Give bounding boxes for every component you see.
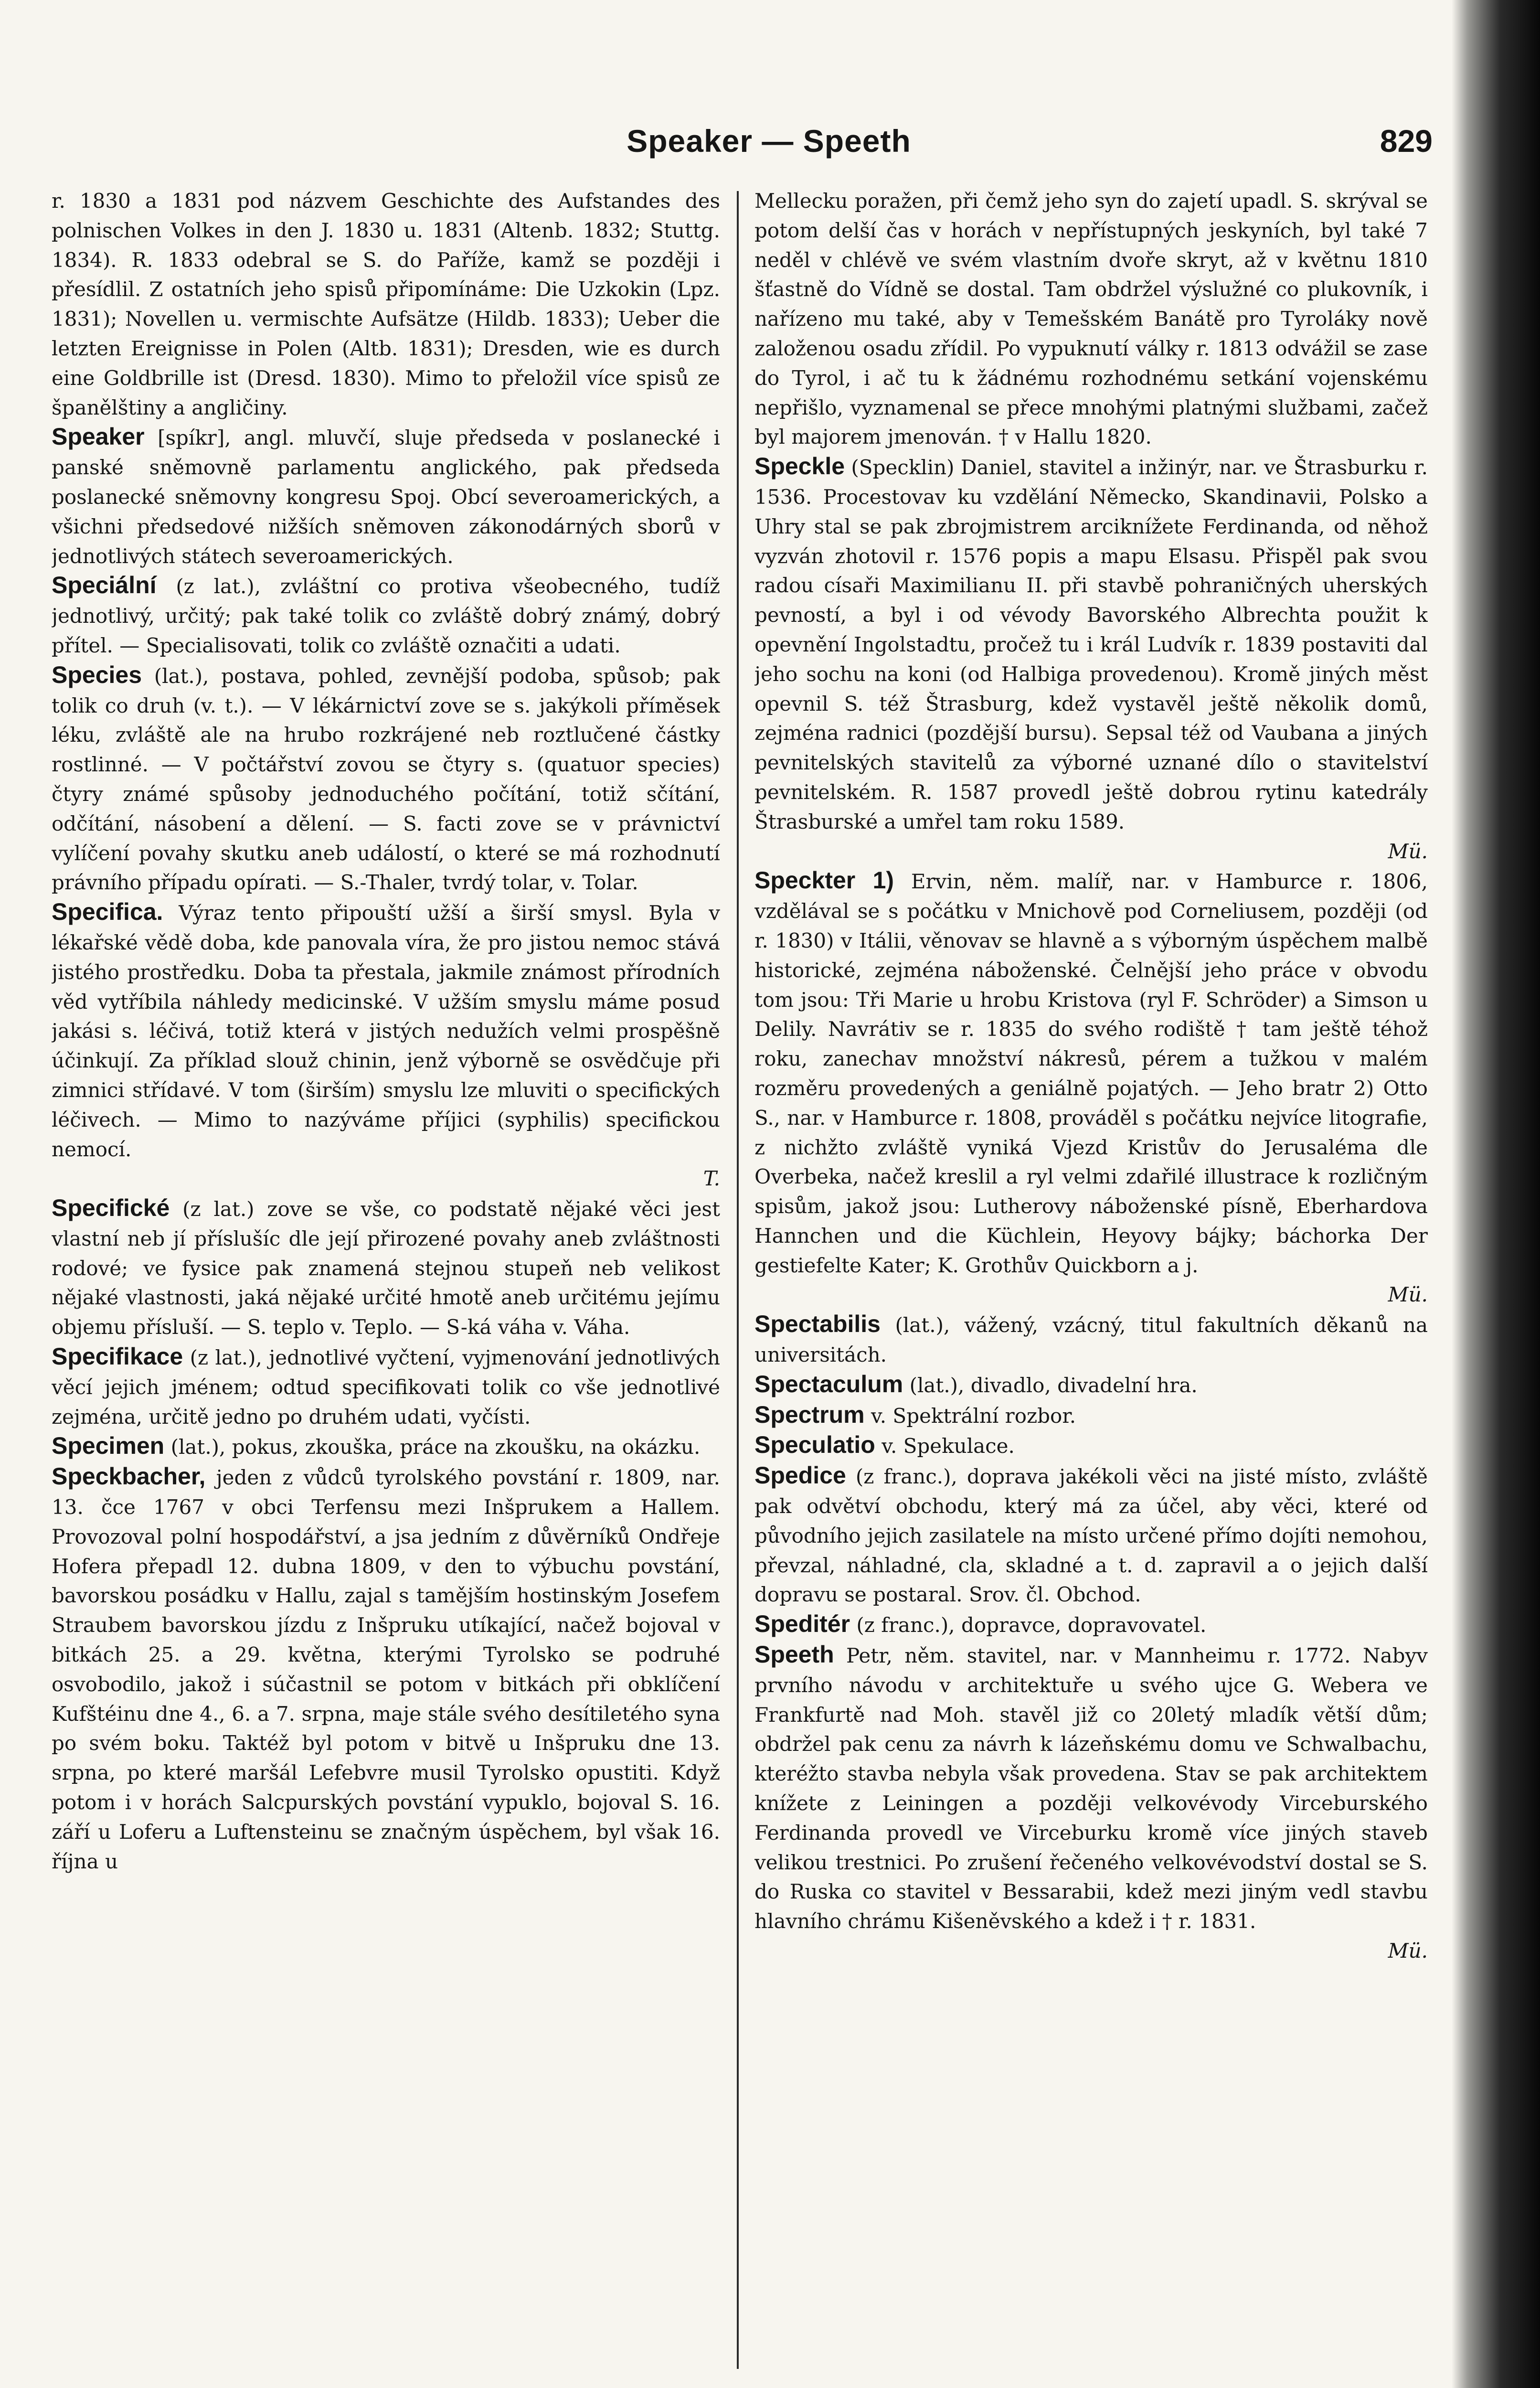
headword: Speckle — [754, 453, 845, 480]
entry-speckbacher: Speckbacher, jeden z vůdců tyrolského povstání r. 1809, nar. 13. čce 1767 v obci Terfensu mezi Inšprukem a Hallem. Provozoval polní hospodářství, a jsa jedním z důvěrníků Ondřeje Hofera přepadl 12. dubna 1809, v den to výbuchu povstání, bavorskou posádku v Hallu, zajal s tamějším hostinským Josefem Straubem bavorskou jízdu z Inšpruku utíkající, načež bojoval v bitkách 25. a 29. května, kterými Tyrolsko se podruhé osvobodilo, jakož i súčastnil se potom v bitkách při obklíčení Kufštéinu dne 4., 6. a 7. srpna, maje stále svého desítiletého syna po svém boku. Taktéž byl potom v bitvě u Inšpruku dne 13. srpna, po které maršál Lefebvre musil Tyrolsko opustiti. Když potom i v horách Salcpurských povstání vypuklo, bojoval S. 16. září u Loferu a Luftensteinu se značným úspěchem, byl však 16. října u — [52, 1463, 720, 1873]
scan-edge — [1452, 0, 1540, 2388]
entry-speckter: Speckter 1) Ervin, něm. malíř, nar. v Hamburce r. 1806, vzdělával se s počátku v Mnichově pod Corneliusem, později (od r. 1830) v Itálii, věnovav se hlavně a s výborným úspěchem malbě historické, zejména náboženské. Čelnější jeho práce v obvodu tom jsou: Tři Marie u hrobu Kristova (ryl F. Schröder) a Simson u Delily. Navrátiv se r. 1835 do svého rodiště † tam ještě téhož roku, zanechav množství nákresů, pérem a tužkou v malém rozměru provedených a geniálně pojatých. — Jeho bratr 2) Otto S., nar. v Hamburce r. 1808, prováděl s počátku nejvíce litografie, z nichžto zvláště vyniká Vjezd Kristův do Jerusaléma dle Overbeka, načež kreslil a ryl velmi zdařilé illustrace k rozličným spisům, jakož jsou: Lutherovy náboženské písně, Eberhardova Hannchen und die Küchlein, Heyovy bájky; báchorka Der gestiefelte Kater; K. Grothův Quickborn a j. Mü. — [754, 866, 1428, 1310]
headword: Spectrum — [754, 1401, 865, 1428]
entry-specimen: Specimen (lat.), pokus, zkouška, práce na zkoušku, na okázku. — [52, 1432, 701, 1460]
entry-species: Species (lat.), postava, pohled, zevnější podoba, spůsob; pak tolik co druh (v. t.). — V lékárnictví zove se s. jakýkoli příměsek léku, zvláště ale na hrubo rozkrájené neb roztlučené částky rostlinné. — V počtářství zovou se čtyry s. (quatuor species) čtyry známé spůsoby jednoduchého počítání, totiž sčítání, odčítání, násobení a dělení. — S. facti zove se v právnictví vylíčení povahy skutku aneb událostí, o které se má rozhodnutí právního případu opírati. — S.-Thaler, tvrdý tolar, v. Tolar. — [52, 661, 720, 895]
entry-speditér: Speditér (z franc.), dopravce, dopravovatel. — [754, 1610, 1207, 1638]
headword: Species — [52, 661, 142, 688]
headword: Speciální — [52, 572, 157, 599]
entry-speeth: Speeth Petr, něm. stavitel, nar. v Mannheimu r. 1772. Nabyv prvního návodu v architektuře u svého ujce G. Webera ve Frankfurtě nad Moh. stavěl již co 20letý mladík větší dům; obdržel pak cenu za návrh k lázeňskému domu ve Schwalbachu, kteréžto stavba nebyla však provedena. Stav se pak architektem knížete z Leiningen a později velkovévody Virceburského Ferdinanda provedl ve Virceburku kromě více jiných staveb velikou trestnici. Po zrušení řečeného velkovévodství dostal se S. do Ruska co stavitel v Bessarabii, kdež mezi jiným vedl stavbu hlavního chrámu Kišeněvského a kdež i † r. 1831. Mü. — [754, 1640, 1428, 1966]
headword: Spedice — [754, 1462, 846, 1489]
headword: Specimen — [52, 1432, 165, 1460]
author-signature: Mü. — [1388, 1283, 1428, 1307]
author-signature: Mü. — [1388, 1939, 1428, 1963]
entry-spectaculum: Spectaculum (lat.), divadlo, divadelní hra. — [754, 1370, 1198, 1397]
headword: Speeth — [754, 1641, 834, 1668]
author-signature: T. — [703, 1167, 720, 1191]
entry-spectrum: Spectrum v. Spektrální rozbor. — [754, 1401, 1076, 1428]
left-column — [52, 186, 720, 2388]
headword: Speckbacher, — [52, 1463, 206, 1490]
right-column — [754, 186, 1428, 2388]
entry-continuation: Mellecku poražen, při čemž jeho syn do zajetí upadl. S. skrýval se potom delší čas v horách v nepřístupných jeskyních, byl také 7 neděl v chlévě ve svém vlastním dvoře skryt, až v květnu 1810 šťastně do Vídně se dostal. Tam obdržel výslužné co plukovník, i nařízeno mu také, aby v Temešském Banátě pro Tyroláky nově založenou osadu zřídil. Po vypuknutí války r. 1813 odvážil se zase do Tyrol, i ač tu k žádnému rozhodnému setkání vojenskému nepřišlo, vyznamenal se přece mnohými platnými službami, začež byl majorem jmenován. † v Hallu 1820. — [754, 189, 1428, 449]
entry-speculatio: Speculatio v. Spekulace. — [754, 1431, 1015, 1459]
running-head: Speaker — Speeth — [627, 123, 911, 159]
entry-speaker: Speaker [spíkr], angl. mluvčí, sluje předseda v poslanecké i panské sněmovně parlamentu anglického, pak předseda poslanecké sněmovny kongresu Spoj. Obcí severoamerických, a všichni předsedové nižších sněmoven zákonodárných sborů v jednotlivých státech severoamerických. — [52, 423, 720, 568]
entry-spedice: Spedice (z franc.), doprava jakékoli věci na jisté místo, zvláště pak odvětví obchodu, který má za účel, aby věci, které od původního jejich zasilatele na místo určené přímo dojíti nemohou, převzal, náhladné, cla, skladné a t. d. zapravil a o jejich další dopravu se postaral. Srov. čl. Obchod. — [754, 1462, 1428, 1607]
headword: Speaker — [52, 423, 145, 450]
entry-specificke: Specifické (z lat.) zove se vše, co podstatě nějaké věci jest vlastní neb jí příslušíc dle její přirozené povahy aneb zvláštnosti rodové; ve fysice pak znamená stejnou stupeň neb velikost nějaké vlastnosti, jaká nějaké určité hmotě aneb určitému jejímu objemu přísluší. — S. teplo v. Teplo. — S-ká váha v. Váha. — [52, 1194, 720, 1339]
headword: Spectabilis — [754, 1311, 881, 1338]
author-signature: Mü. — [1388, 839, 1428, 863]
entry-specifica: Specifica. Výraz tento připouští užší a širší smysl. Byla v lékařské vědě doba, kde panovala víra, že pro jistou nemoc stává jistého prostředku. Doba ta přestala, jakmile známost přírodních věd vytříbila náhledy medicinské. V užším smyslu máme posud jakási s. léčivá, totiž která v jistých nedužích velmi prospěšně účinkují. Za příklad slouž chinin, jenž výborně se osvědčuje při zimnici střídavé. V tom (širším) smyslu lze mluviti o specifických léčivech. — Mimo to nazýváme příjici (syphilis) specifickou nemocí. T. — [52, 897, 720, 1194]
entry-specialni: Speciální (z lat.), zvláštní co protiva všeobecného, tudíž jednotlivý, určitý; pak také tolik co zvláště dobrý známý, dobrý přítel. — Specialisovati, tolik co zvláště označiti a udati. — [52, 572, 720, 657]
headword: Specifické — [52, 1194, 170, 1222]
headword: Speculatio — [754, 1431, 875, 1459]
entry-specifikace: Specifikace (z lat.), jednotlivé vyčtení, vyjmenování jednotlivých věcí jejich jménem; odtud specifikovati tolik co vše jednotlivé zejména, určitě jedno po druhém udati, vyčísti. — [52, 1343, 720, 1429]
headword: Specifica. — [52, 898, 163, 926]
headword: Specifikace — [52, 1343, 183, 1370]
entry-spectabilis: Spectabilis (lat.), vážený, vzácný, titul fakultních děkanů na universitách. — [754, 1311, 1428, 1367]
entry-speckle: Speckle (Specklin) Daniel, stavitel a inžinýr, nar. ve Štrasburku r. 1536. Procestovav ku vzdělání Německo, Skandinavii, Polsko a Uhry stal se pak zbrojmistrem arciknížete Ferdinanda, od něhož vyzván zhotovil r. 1576 popis a mapu Elsasu. Přispěl pak svou radou císaři Maximilianu II. při stavbě pohraničných uherských pevností, a byl i od vévody Bavorského Albrechta použit k opevnění Ingolstadtu, pročež tu i král Ludvík r. 1839 postaviti dal jeho sochu na koni (od Halbiga provedenou). Kromě jiných měst opevnil S. též Štrasburg, kdež vystavěl ještě několik domů, zejména radnici (pozdější bursu). Sepsal též od Vaubana a jiných pevnitelských stavitelů za výborné uznané dílo o stavitelství pevnitelském. R. 1587 provedl ještě dobrou rytinu katedrály Štrasburské a umřel tam roku 1589. Mü. — [754, 452, 1428, 866]
headword: Speckter 1) — [754, 867, 894, 894]
page-header — [0, 117, 1452, 174]
headword: Spectaculum — [754, 1370, 903, 1397]
entry-continuation: r. 1830 a 1831 pod názvem Geschichte des Aufstandes des polnischen Volkes in den J. 1830 u. 1831 (Altenb. 1832; Stuttg. 1834). R. 1833 odebral se S. do Paříže, kamž se později i přesídlil. Z ostatních jeho spisů připomínáme: Die Uzkokin (Lpz. 1831); Novellen u. vermischte Aufsätze (Hildb. 1833); Ueber die letzten Ereignisse in Polen (Altb. 1831); Dresden, wie es durch eine Goldbrille ist (Dresd. 1830). Mimo to přeložil více spisů ze španělštiny a angličiny. — [52, 189, 720, 419]
headword: Speditér — [754, 1610, 850, 1638]
column-divider — [737, 191, 739, 2369]
page-number: 829 — [1380, 123, 1433, 159]
